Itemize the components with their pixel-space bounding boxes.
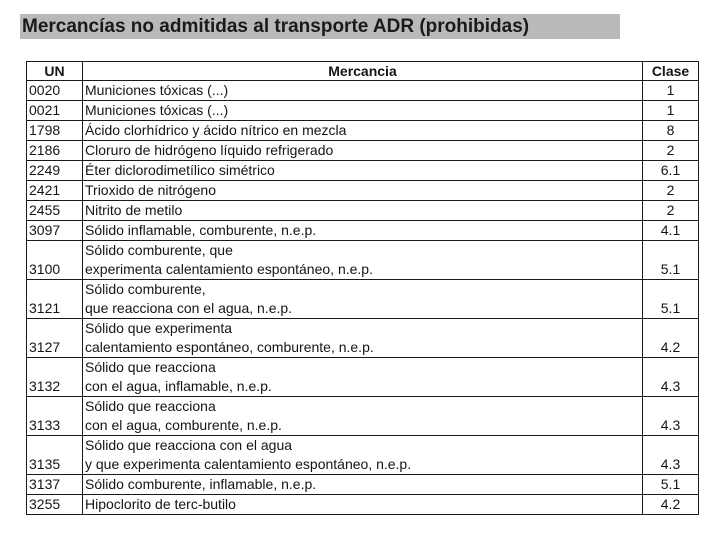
mercancia-cell	[83, 358, 643, 397]
table-row	[27, 221, 699, 241]
un-number-cell: 2249	[27, 161, 83, 181]
table-row	[27, 181, 699, 201]
un-number-cell: 2186	[27, 141, 83, 161]
mercancia-text-line: experimenta calentamiento espontáneo, n.e.p.	[85, 261, 373, 277]
table-row	[27, 319, 699, 358]
table-row	[27, 101, 699, 121]
mercancia-cell	[83, 81, 643, 101]
mercancia-text-line: Municiones tóxicas (...)	[85, 102, 229, 118]
un-number-cell: 3133	[27, 397, 83, 436]
table-header-row	[27, 62, 699, 81]
un-number-cell: 2421	[27, 181, 83, 201]
mercancia-cell	[83, 121, 643, 141]
mercancia-text-line: Cloruro de hidrógeno líquido refrigerado	[85, 142, 334, 158]
mercancia-text-line: Sólido comburente, que	[85, 242, 233, 258]
mercancia-text-line: Ácido clorhídrico y ácido nítrico en mezcla	[85, 122, 347, 138]
table-row	[27, 280, 699, 319]
clase-cell: 1	[643, 101, 699, 121]
table-row	[27, 81, 699, 101]
mercancia-cell	[83, 201, 643, 221]
table-body	[27, 81, 699, 515]
mercancia-text-line: calentamiento espontáneo, comburente, n.e.p.	[85, 339, 374, 355]
header-clase: Clase	[643, 62, 699, 81]
clase-cell: 4.1	[643, 221, 699, 241]
clase-cell: 4.3	[643, 436, 699, 475]
table-row	[27, 397, 699, 436]
table-row	[27, 495, 699, 515]
clase-cell: 4.3	[643, 358, 699, 397]
mercancia-text-line: Municiones tóxicas (...)	[85, 82, 229, 98]
clase-cell: 1	[643, 81, 699, 101]
mercancia-text-line: Sólido comburente,	[85, 281, 206, 297]
mercancia-text-line: Nitrito de metilo	[85, 202, 183, 218]
un-number-cell: 3100	[27, 241, 83, 280]
mercancia-cell	[83, 101, 643, 121]
clase-cell: 4.2	[643, 319, 699, 358]
un-number-cell: 2455	[27, 201, 83, 221]
mercancia-cell	[83, 475, 643, 495]
clase-cell: 5.1	[643, 241, 699, 280]
clase-cell: 2	[643, 201, 699, 221]
table-row	[27, 141, 699, 161]
clase-cell: 4.3	[643, 397, 699, 436]
mercancia-cell	[83, 495, 643, 515]
mercancia-text-line: Trioxido de nitrógeno	[85, 182, 217, 198]
mercancia-cell	[83, 436, 643, 475]
mercancia-text-line: Éter diclorodimetílico simétrico	[85, 162, 275, 178]
mercancia-cell	[83, 241, 643, 280]
mercancia-text-line: con el agua, comburente, n.e.p.	[85, 417, 282, 433]
un-number-cell: 3097	[27, 221, 83, 241]
mercancia-cell	[83, 397, 643, 436]
clase-cell: 4.2	[643, 495, 699, 515]
mercancia-cell	[83, 181, 643, 201]
prohibited-goods-table	[26, 61, 699, 515]
table-row	[27, 121, 699, 141]
un-number-cell: 3255	[27, 495, 83, 515]
mercancia-cell	[83, 141, 643, 161]
clase-cell: 6.1	[643, 161, 699, 181]
clase-cell: 5.1	[643, 280, 699, 319]
header-mercancia: Mercancia	[83, 62, 643, 81]
mercancia-text-line: Sólido comburente, inflamable, n.e.p.	[85, 476, 317, 492]
mercancia-cell	[83, 319, 643, 358]
un-number-cell: 1798	[27, 121, 83, 141]
table-row	[27, 358, 699, 397]
table-row	[27, 201, 699, 221]
clase-cell: 5.1	[643, 475, 699, 495]
mercancia-text-line: Sólido que reacciona	[85, 359, 216, 375]
un-number-cell: 3135	[27, 436, 83, 475]
un-number-cell: 3132	[27, 358, 83, 397]
un-number-cell: 3127	[27, 319, 83, 358]
table-row	[27, 475, 699, 495]
mercancia-cell	[83, 221, 643, 241]
mercancia-text-line: Sólido inflamable, comburente, n.e.p.	[85, 222, 317, 238]
mercancia-text-line: y que experimenta calentamiento espontáneo, n.e.p.	[85, 456, 412, 472]
mercancia-text-line: con el agua, inflamable, n.e.p.	[85, 378, 272, 394]
clase-cell: 2	[643, 181, 699, 201]
un-number-cell: 0021	[27, 101, 83, 121]
mercancia-cell	[83, 280, 643, 319]
table-row	[27, 241, 699, 280]
mercancia-text-line: Sólido que reacciona	[85, 398, 216, 414]
un-number-cell: 0020	[27, 81, 83, 101]
page-title: Mercancías no admitidas al transporte ADR (prohibidas)	[20, 14, 620, 39]
table-row	[27, 161, 699, 181]
mercancia-text-line: Hipoclorito de terc-butilo	[85, 496, 236, 512]
mercancia-cell	[83, 161, 643, 181]
clase-cell: 2	[643, 141, 699, 161]
clase-cell: 8	[643, 121, 699, 141]
header-un: UN	[27, 62, 83, 81]
mercancia-text-line: Sólido que reacciona con el agua	[85, 437, 293, 453]
mercancia-text-line: que reacciona con el agua, n.e.p.	[85, 300, 293, 316]
un-number-cell: 3121	[27, 280, 83, 319]
mercancia-text-line: Sólido que experimenta	[85, 320, 233, 336]
un-number-cell: 3137	[27, 475, 83, 495]
table-row	[27, 436, 699, 475]
